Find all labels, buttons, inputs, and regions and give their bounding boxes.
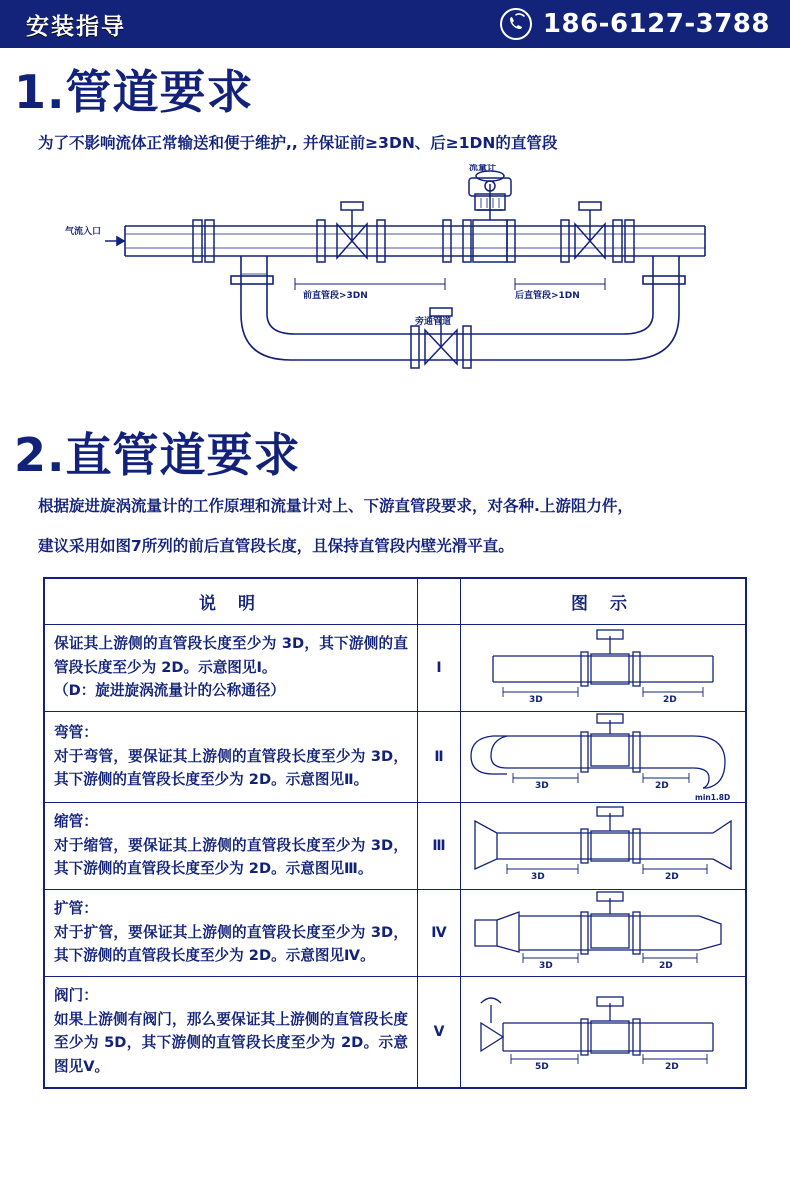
row-4-description: 扩管： 对于扩管，要保证其上游侧的直管段长度至少为 3D，其下游侧的直管段长度至少为 2D。示意图见Ⅳ。 xyxy=(44,890,418,977)
section-1-description: 为了不影响流体正常输送和便于维护,, 并保证前≥3DN、后≥1DN的直管段 xyxy=(38,133,558,152)
section-1-heading: 1.管道要求 xyxy=(14,65,254,119)
label-inlet: 气流入口 xyxy=(65,227,102,238)
row-2-index: Ⅱ xyxy=(418,712,461,803)
page-header xyxy=(0,0,790,48)
page-title: 安装指导 xyxy=(26,13,126,40)
row-2-description: 弯管： 对于弯管，要保证其上游侧的直管段长度至少为 3D，其下游侧的直管段长度至少为 2D。示意图见Ⅱ。 xyxy=(44,712,418,803)
section-2-heading: 2.直管道要求 xyxy=(14,428,301,483)
svg-text:2D: 2D xyxy=(655,781,669,792)
svg-text:3D: 3D xyxy=(539,961,553,972)
phone-icon xyxy=(499,7,533,41)
row-3-index: Ⅲ xyxy=(418,803,461,890)
svg-text:5D: 5D xyxy=(535,1061,549,1072)
table-row xyxy=(44,977,746,1088)
straight-pipe-figure-4-expander xyxy=(461,890,747,977)
table-header-figure: 图 示 xyxy=(461,578,747,625)
section-2-description-line1: 根据旋进旋涡流量计的工作原理和流量计对上、下游直管段要求，对各种.上游阻力件， xyxy=(38,497,633,516)
table-header-index xyxy=(418,578,461,625)
straight-pipe-requirements-table xyxy=(43,577,747,1088)
row-3-description: 缩管： 对于缩管，要保证其上游侧的直管段长度至少为 3D，其下游侧的直管段长度至少为 2D。示意图见Ⅲ。 xyxy=(44,803,418,890)
svg-text:2D: 2D xyxy=(665,1061,679,1072)
straight-pipe-figure-5-valve xyxy=(461,977,747,1088)
pipeline-installation-diagram xyxy=(45,164,745,419)
label-upstream: 前直管段>3DN xyxy=(303,291,368,302)
row-1-description: 保证其上游侧的直管段长度至少为 3D，其下游侧的直管段长度至少为 2D。示意图见Ⅰ。 （D：旋进旋涡流量计的公称通径） xyxy=(44,625,418,712)
svg-text:2D: 2D xyxy=(659,961,673,972)
label-downstream: 后直管段>1DN xyxy=(515,291,580,302)
svg-text:min1.8D: min1.8D xyxy=(695,793,731,803)
straight-pipe-figure-2-elbow xyxy=(461,712,747,803)
row-5-index: Ⅴ xyxy=(418,977,461,1088)
table-header-description: 说 明 xyxy=(44,578,418,625)
table-row xyxy=(44,625,746,712)
table-row xyxy=(44,890,746,977)
section-2-description-line2: 建议采用如图7所列的前后直管段长度，且保持直管段内壁光滑平直。 xyxy=(38,536,514,555)
row-5-description: 阀门： 如果上游侧有阀门，那么要保证其上游侧的直管段长度至少为 5D，其下游侧的直管段长度至少为 2D。示意图见Ⅴ。 xyxy=(44,977,418,1088)
table-row xyxy=(44,803,746,890)
svg-text:3D: 3D xyxy=(529,695,543,706)
svg-text:3D: 3D xyxy=(531,872,545,883)
svg-text:2D: 2D xyxy=(665,872,679,883)
straight-pipe-figure-3-reducer xyxy=(461,803,747,890)
row-1-index: Ⅰ xyxy=(418,625,461,712)
header-contact xyxy=(499,7,770,41)
straight-pipe-figure-1 xyxy=(461,625,747,712)
row-4-index: Ⅳ xyxy=(418,890,461,977)
label-flowmeter: 流量计 xyxy=(469,164,497,174)
table-row xyxy=(44,712,746,803)
table-header-row xyxy=(44,578,746,625)
svg-text:3D: 3D xyxy=(535,781,549,792)
phone-number: 186-6127-3788 xyxy=(542,9,770,39)
label-bypass: 旁通管道 xyxy=(415,317,452,328)
svg-text:2D: 2D xyxy=(663,695,677,706)
